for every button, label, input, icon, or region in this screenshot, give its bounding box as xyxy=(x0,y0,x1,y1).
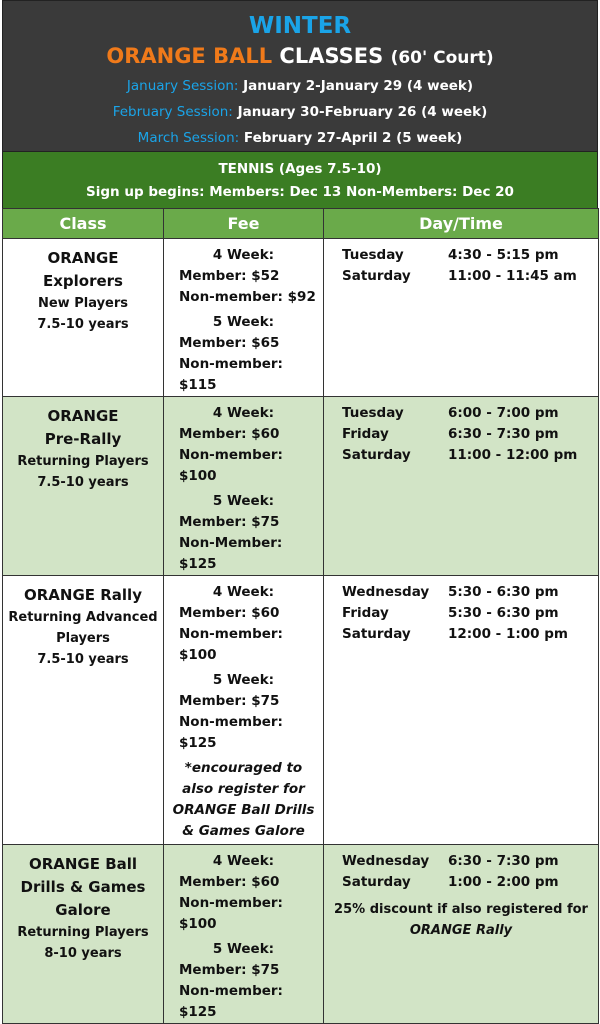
time: 6:30 - 7:30 pm xyxy=(448,853,559,869)
fee-member: Member: $75 xyxy=(179,962,280,978)
schedule-entry xyxy=(324,245,598,266)
fee-member: Member: $52 xyxy=(179,268,280,284)
fee-cell xyxy=(164,576,324,845)
class-cell xyxy=(3,397,164,576)
table-header-row xyxy=(3,209,599,239)
class-level: Returning Players xyxy=(17,454,149,469)
session-label: March Session: xyxy=(137,130,240,146)
fee-member: Member: $65 xyxy=(179,335,280,351)
time: 5:30 - 6:30 pm xyxy=(448,584,559,600)
fee-4week-label: 4 Week: xyxy=(212,247,275,263)
class-name: Explorers xyxy=(42,272,123,290)
class-ages: 8-10 years xyxy=(44,946,122,961)
time: 11:00 - 11:45 am xyxy=(448,268,577,284)
fee-4week-label: 4 Week: xyxy=(212,853,275,869)
class-level: Returning Players xyxy=(17,925,149,940)
class-level: Players xyxy=(56,631,110,646)
day: Wednesday xyxy=(342,584,430,600)
class-name: ORANGE xyxy=(47,407,119,425)
table-row xyxy=(3,845,599,1024)
schedule-entry xyxy=(324,266,598,287)
class-name: Galore xyxy=(55,901,111,919)
schedule-entry xyxy=(324,872,598,893)
discount-text: 25% discount if also registered for xyxy=(334,902,588,917)
time: 1:00 - 2:00 pm xyxy=(448,874,559,890)
class-name: Pre-Rally xyxy=(44,430,122,448)
day: Tuesday xyxy=(342,405,404,421)
class-cell xyxy=(3,239,164,397)
day: Saturday xyxy=(342,874,411,890)
fee-5week-label: 5 Week: xyxy=(212,941,275,957)
day: Friday xyxy=(342,426,389,442)
column-header-daytime: Day/Time xyxy=(324,209,599,239)
class-name: ORANGE xyxy=(47,249,119,267)
day: Friday xyxy=(342,605,389,621)
session-line xyxy=(3,125,597,151)
fee-5week-label: 5 Week: xyxy=(212,672,275,688)
schedule-entry xyxy=(324,582,598,603)
session-dates: January 2-January 29 (4 week) xyxy=(243,78,474,94)
table-row xyxy=(3,397,599,576)
session-line xyxy=(3,73,597,99)
fee-nonmember: Non-member: $100 xyxy=(179,447,283,484)
season-title: WINTER xyxy=(248,13,352,39)
day: Tuesday xyxy=(342,247,404,263)
fee-member: Member: $75 xyxy=(179,514,280,530)
class-name: ORANGE Ball xyxy=(28,855,138,873)
time: 12:00 - 1:00 pm xyxy=(448,626,568,642)
class-cell xyxy=(3,845,164,1024)
title-orange: ORANGE BALL xyxy=(106,44,273,68)
column-header-class: Class xyxy=(3,209,164,239)
fee-nonmember: Non-member: $115 xyxy=(179,356,283,393)
banner-tennis-ages: TENNIS (Ages 7.5-10) xyxy=(218,161,382,177)
fee-5week-label: 5 Week: xyxy=(212,493,275,509)
fee-5week-label: 5 Week: xyxy=(212,314,275,330)
session-label: January Session: xyxy=(126,78,239,94)
class-level: New Players xyxy=(37,296,129,311)
title-court: (60' Court) xyxy=(390,48,494,68)
schedule-entry xyxy=(324,445,598,466)
class-level: Returning Advanced xyxy=(8,610,158,625)
fee-4week-label: 4 Week: xyxy=(212,405,275,421)
table-row xyxy=(3,239,599,397)
fee-member: Member: $60 xyxy=(179,605,280,621)
fee-cell xyxy=(164,239,324,397)
page-title xyxy=(3,41,597,73)
fee-nonmember: Non-member: $100 xyxy=(179,895,283,932)
schedule-entry xyxy=(324,851,598,872)
schedule-sheet xyxy=(2,0,598,1024)
time: 4:30 - 5:15 pm xyxy=(448,247,559,263)
signup-banner xyxy=(2,152,598,208)
session-line xyxy=(3,99,597,125)
discount-program: ORANGE Rally xyxy=(409,923,513,938)
table-row xyxy=(3,576,599,845)
fee-nonmember: Non-member: $125 xyxy=(179,983,283,1020)
class-table xyxy=(2,208,599,1024)
encouragement-note: *encouraged to also register for ORANGE Ball Drills & Games Galore xyxy=(172,760,315,839)
day: Saturday xyxy=(342,447,411,463)
session-label: February Session: xyxy=(112,104,233,120)
column-header-fee: Fee xyxy=(164,209,324,239)
time: 5:30 - 6:30 pm xyxy=(448,605,559,621)
class-name: ORANGE Rally xyxy=(24,586,142,604)
fee-4week-label: 4 Week: xyxy=(212,584,275,600)
daytime-cell xyxy=(324,845,599,1024)
class-ages: 7.5-10 years xyxy=(37,652,129,667)
daytime-cell xyxy=(324,239,599,397)
day: Saturday xyxy=(342,268,411,284)
session-dates: January 30-February 26 (4 week) xyxy=(237,104,488,120)
class-ages: 7.5-10 years xyxy=(37,317,129,332)
time: 6:30 - 7:30 pm xyxy=(448,426,559,442)
fee-member: Member: $60 xyxy=(179,426,280,442)
fee-member: Member: $75 xyxy=(179,693,280,709)
fee-cell xyxy=(164,845,324,1024)
class-ages: 7.5-10 years xyxy=(37,475,129,490)
fee-nonmember: Non-member: $92 xyxy=(179,289,316,305)
fee-cell xyxy=(164,397,324,576)
class-name: Drills & Games xyxy=(20,878,146,896)
session-dates: February 27-April 2 (5 week) xyxy=(243,130,463,146)
fee-nonmember: Non-Member: $125 xyxy=(179,535,283,572)
day: Saturday xyxy=(342,626,411,642)
schedule-entry xyxy=(324,624,598,645)
schedule-entry xyxy=(324,603,598,624)
fee-nonmember: Non-member: $100 xyxy=(179,626,283,663)
title-white: CLASSES xyxy=(279,44,384,68)
fee-nonmember: Non-member: $125 xyxy=(179,714,283,751)
header-panel xyxy=(2,0,598,152)
day: Wednesday xyxy=(342,853,430,869)
class-cell xyxy=(3,576,164,845)
daytime-cell xyxy=(324,397,599,576)
fee-member: Member: $60 xyxy=(179,874,280,890)
banner-signup-dates: Sign up begins: Members: Dec 13 Non-Members: Dec 20 xyxy=(86,184,514,200)
schedule-entry xyxy=(324,424,598,445)
schedule-entry xyxy=(324,403,598,424)
discount-note xyxy=(324,899,598,941)
time: 6:00 - 7:00 pm xyxy=(448,405,559,421)
daytime-cell xyxy=(324,576,599,845)
time: 11:00 - 12:00 pm xyxy=(448,447,578,463)
